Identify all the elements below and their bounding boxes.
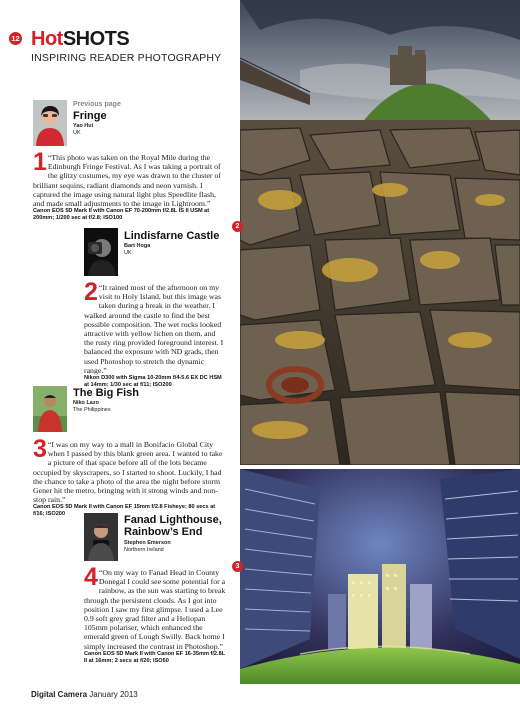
photo-badge-3: 3	[232, 561, 243, 572]
photographer-credit	[73, 400, 111, 414]
portrait-niko-lazo	[33, 386, 67, 432]
photographer-location: UK	[124, 250, 132, 256]
photographer-location: Northern Ireland	[124, 547, 164, 553]
castle-rocks-photo-icon	[240, 0, 520, 465]
entry-title-big-fish: The Big Fish	[73, 387, 139, 399]
photographer-location: UK	[73, 130, 81, 136]
entry-number-3: 3	[33, 435, 47, 463]
section-title	[31, 28, 129, 50]
portrait-stephen-emerson	[84, 513, 118, 561]
portrait-yao-hui	[33, 100, 67, 146]
section-title-part1: Hot	[31, 28, 63, 50]
person-portrait-icon	[33, 100, 67, 146]
entry-title-fanad	[124, 514, 222, 538]
section-title-part2: SHOTS	[62, 28, 130, 50]
camera-spec-4: Canon EOS 5D Mark II with Canon EF 16-35mm f/2.8L II at 16mm; 2 secs at f/20; ISO50	[84, 650, 226, 664]
entry-text-4: “On my way to Fanad Head in County Donegal I could see some potential for a rainbow, as the sun was starting to break through the persistent clouds. As I got into position I saw my first glimpse. I used a Lee 0.9 soft grey grad filter and a Heliopan 105mm polariser, which enhanced the emerald green of Lough Swilly. Back home I simply increased the contrast in Photoshop.”	[84, 568, 226, 651]
photographer-name: Bart Hoga	[124, 243, 151, 249]
photographer-credit	[124, 243, 150, 257]
entry-text-2: “It rained most of the afternoon on my visit to Holy Island, but this image was taken during a break in the weather. I walked around the castle to find the best possible composition. The wet rocks looked attractive with yellow lichen on them, and the rusty ring provided foreground interest. I balanced the exposure with ND grads, then used Photoshop to stretch the dynamic range.”	[84, 283, 224, 375]
section-subtitle: INSPIRING READER PHOTOGRAPHY	[31, 52, 222, 64]
camera-spec-2: Nikon D300 with Sigma 10-20mm f/4-5.6 EX DC HSM at 14mm; 1/30 sec at f/11; ISO200	[84, 375, 222, 389]
entry-number-2: 2	[84, 278, 98, 306]
previous-page-kicker: Previous page	[73, 101, 121, 108]
photographer-name: Yao Hui	[73, 123, 94, 129]
photographer-name: Stephen Emerson	[124, 540, 171, 546]
entry-body-2	[84, 278, 226, 389]
entry-title-fanad-line2: Rainbow’s End	[124, 526, 203, 538]
photographer-credit	[73, 123, 93, 137]
photographer-name: Niko Lazo	[73, 400, 99, 406]
entry-title-fringe: Fringe	[73, 110, 107, 122]
entry-number-1: 1	[33, 148, 47, 176]
camera-spec-1: Canon EOS 5D Mark II with Canon EF 70-200mm f/2.8L IS II USM at 200mm; 1/200 sec at f/2.8; ISO100	[33, 208, 210, 222]
entry-body-3	[33, 435, 227, 518]
photo-badge-2: 2	[232, 221, 243, 232]
entry-text-1: “This photo was taken on the Royal Mile during the Edinburgh Fringe Festival. As I was taking a portrait of the glitzy costumes, my eye was drawn to the cluster of brilliant sequins, radiant diamonds and neon varnish. I captured the image using natural light plus Speedlite flash, and made small adjustments to the image in Lightroom.”	[33, 153, 221, 209]
page-number-badge: 12	[9, 32, 22, 45]
person-portrait-icon	[84, 228, 118, 276]
entry-body-1	[33, 148, 225, 222]
photo-big-fish-city	[240, 469, 520, 684]
person-portrait-icon	[33, 386, 67, 432]
person-portrait-icon	[84, 513, 118, 561]
entry-number-4: 4	[84, 563, 98, 591]
entry-title-fanad-line1: Fanad Lighthouse,	[124, 514, 222, 526]
issue-date: January 2013	[89, 690, 138, 699]
portrait-bart-hoga	[84, 228, 118, 276]
photographer-credit	[124, 540, 171, 554]
photographer-location: The Philippines	[73, 407, 111, 413]
entry-body-4	[84, 563, 226, 665]
page-footer	[31, 690, 138, 699]
magazine-name: Digital Camera	[31, 690, 88, 699]
entry-title-lindisfarne: Lindisfarne Castle	[124, 230, 220, 242]
photo-lindisfarne-castle	[240, 0, 520, 465]
city-night-photo-icon	[240, 469, 520, 684]
entry-text-3: “I was on my way to a mall in Bonifacio Global City when I passed by this blank green area. I wanted to take a picture of that space before all of the lots became occupied by skyscrapers, so I started to shoot. Luckily, I had the chance to take a photo of the area the night before storm Gener hit the metro, bringing with it strong winds and non-stop rain.”	[33, 440, 223, 505]
camera-spec-3: Canon EOS 5D Mark II with Canon EF 15mm f/2.8 Fisheye; 80 secs at f/16; ISO200	[33, 504, 216, 518]
